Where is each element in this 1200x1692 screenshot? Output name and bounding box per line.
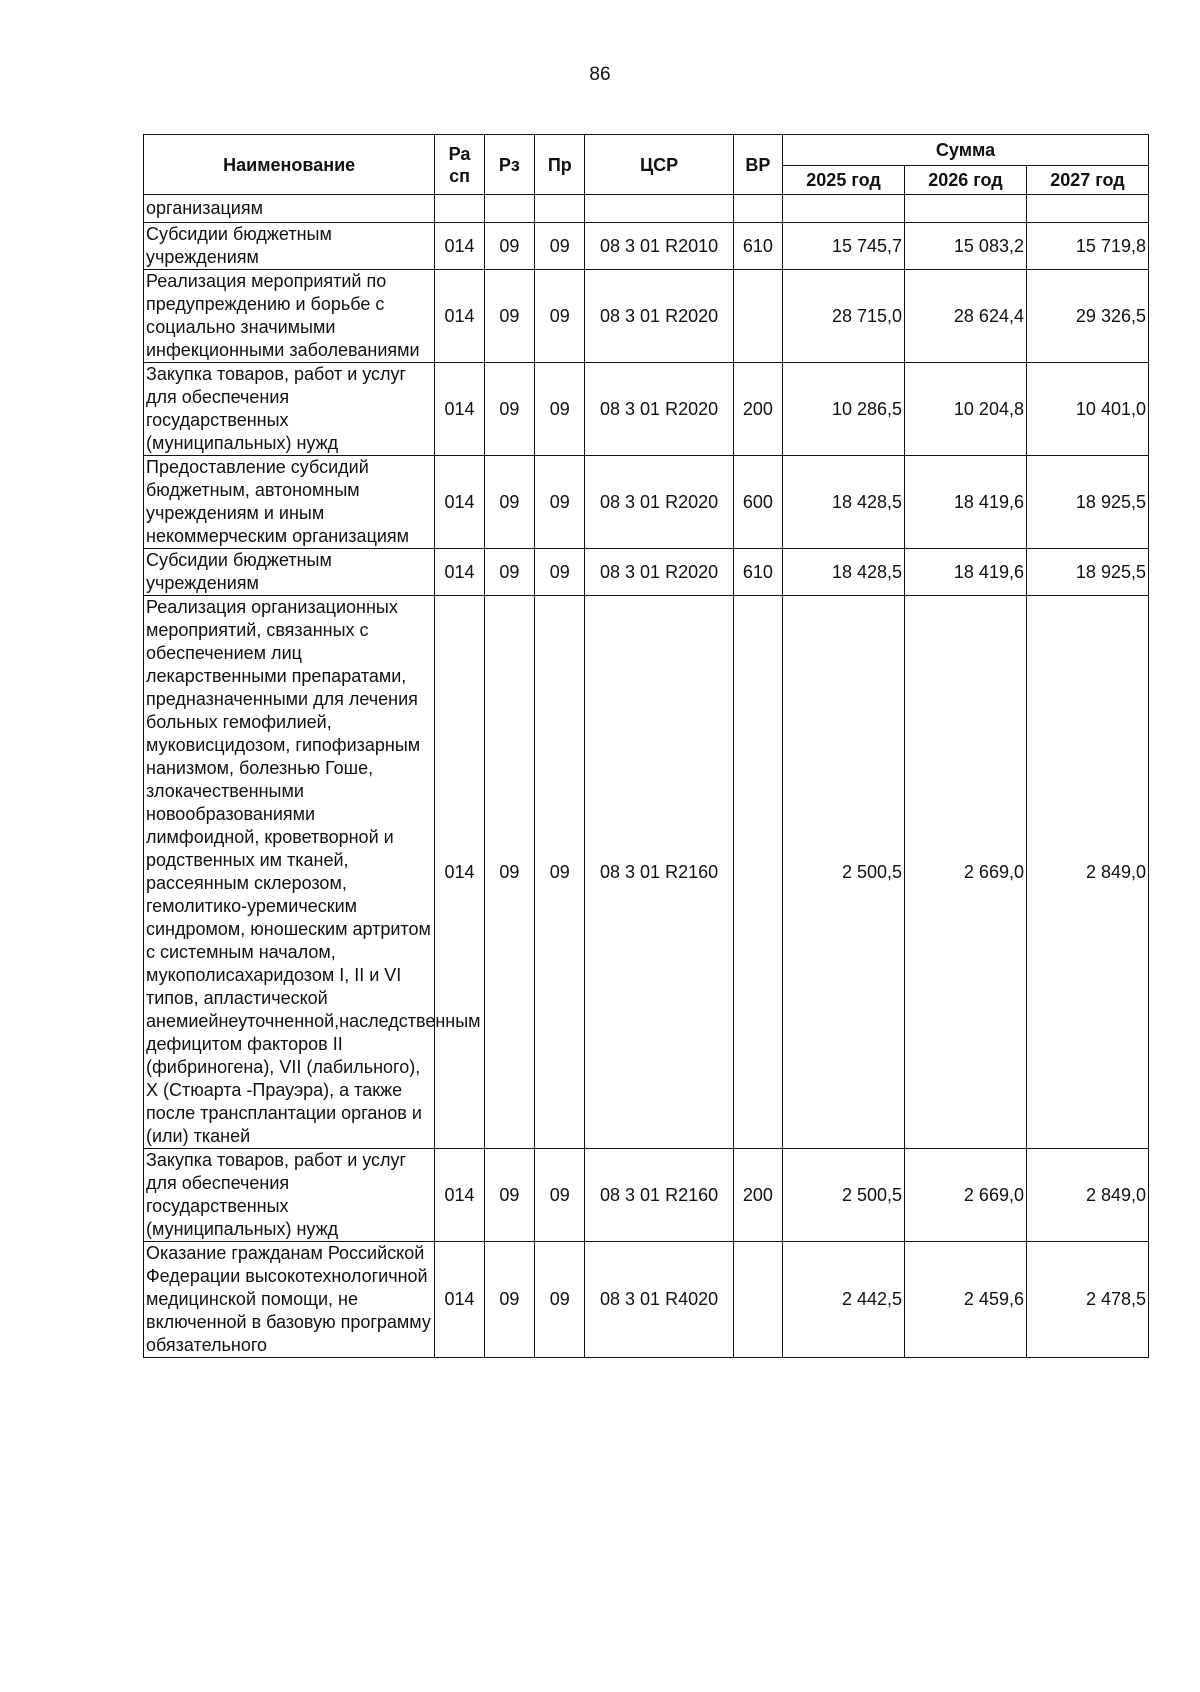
row-sum-2025: 28 715,0 <box>783 270 905 363</box>
row-name: Субсидии бюджетным учреждениям <box>144 223 435 270</box>
row-sum-2025: 2 500,5 <box>783 596 905 1149</box>
row-sum-2027: 18 925,5 <box>1026 549 1148 596</box>
row-name: организациям <box>144 195 435 223</box>
row-pr: 09 <box>535 1149 585 1242</box>
row-rz <box>484 195 534 223</box>
row-rz: 09 <box>484 1149 534 1242</box>
row-rasp: 014 <box>435 549 484 596</box>
row-sum-2025: 2 500,5 <box>783 1149 905 1242</box>
table-row <box>144 363 1149 456</box>
row-vr <box>733 596 782 1149</box>
header-pr: Пр <box>535 135 585 195</box>
row-pr: 09 <box>535 549 585 596</box>
row-rz: 09 <box>484 363 534 456</box>
row-rz: 09 <box>484 1242 534 1358</box>
table-row <box>144 270 1149 363</box>
table-row <box>144 596 1149 1149</box>
row-sum-2027: 15 719,8 <box>1026 223 1148 270</box>
row-sum-2026: 28 624,4 <box>905 270 1027 363</box>
row-rz: 09 <box>484 223 534 270</box>
row-vr: 200 <box>733 363 782 456</box>
budget-table <box>143 134 1149 1358</box>
row-sum-2026: 2 459,6 <box>905 1242 1027 1358</box>
row-sum-2026: 18 419,6 <box>905 456 1027 549</box>
header-2027: 2027 год <box>1026 166 1148 195</box>
header-2026: 2026 год <box>905 166 1027 195</box>
table-row <box>144 223 1149 270</box>
row-rasp <box>435 195 484 223</box>
row-sum-2026: 2 669,0 <box>905 1149 1027 1242</box>
row-sum-2026: 2 669,0 <box>905 596 1027 1149</box>
row-sum-2025: 18 428,5 <box>783 549 905 596</box>
row-sum-2025 <box>783 195 905 223</box>
header-rz: Рз <box>484 135 534 195</box>
row-rz: 09 <box>484 596 534 1149</box>
row-sum-2027: 2 478,5 <box>1026 1242 1148 1358</box>
row-pr <box>535 195 585 223</box>
row-rasp: 014 <box>435 1149 484 1242</box>
row-csr: 08 3 01 R2010 <box>585 223 733 270</box>
row-csr: 08 3 01 R2020 <box>585 270 733 363</box>
row-sum-2027: 10 401,0 <box>1026 363 1148 456</box>
row-rz: 09 <box>484 270 534 363</box>
row-rasp: 014 <box>435 270 484 363</box>
table-row <box>144 195 1149 223</box>
header-2025: 2025 год <box>783 166 905 195</box>
row-name: Оказание гражданам Российской Федерации высокотехнологичной медицинской помощи, не включенной в базовую программу обязательного <box>144 1242 435 1358</box>
row-name: Закупка товаров, работ и услуг для обеспечения государственных (муниципальных) нужд <box>144 363 435 456</box>
row-csr <box>585 195 733 223</box>
header-sum: Сумма <box>783 135 1149 166</box>
row-rasp: 014 <box>435 596 484 1149</box>
table-row <box>144 1242 1149 1358</box>
row-csr: 08 3 01 R2020 <box>585 456 733 549</box>
row-csr: 08 3 01 R2020 <box>585 363 733 456</box>
row-name: Закупка товаров, работ и услуг для обеспечения государственных (муниципальных) нужд <box>144 1149 435 1242</box>
row-rasp: 014 <box>435 456 484 549</box>
header-vr: ВР <box>733 135 782 195</box>
row-sum-2026 <box>905 195 1027 223</box>
row-rasp: 014 <box>435 363 484 456</box>
row-name: Субсидии бюджетным учреждениям <box>144 549 435 596</box>
row-csr: 08 3 01 R2160 <box>585 1149 733 1242</box>
header-rasp: Ра сп <box>435 135 484 195</box>
row-sum-2026: 15 083,2 <box>905 223 1027 270</box>
row-rasp: 014 <box>435 1242 484 1358</box>
row-sum-2027: 2 849,0 <box>1026 596 1148 1149</box>
row-name: Реализация организационных мероприятий, связанных с обеспечением лиц лекарственными препаратами, предназначенными для лечения больных гемофилией, муковисцидозом, гипофизарным нанизмом, болезнью Гоше, злокачественными новообразованиями лимфоидной, кроветворной и родственных им тканей, рассеянным склерозом, гемолитико-уремическим синдромом, юношеским артритом с системным началом, мукополисахаридозом I, II и VI типов, апластической анемиейнеуточненной,наследственным дефицитом факторов II (фибриногена), VII (лабильного), X (Стюарта -Прауэра), а также после трансплантации органов и (или) тканей <box>144 596 435 1149</box>
row-vr <box>733 270 782 363</box>
header-name: Наименование <box>144 135 435 195</box>
row-vr: 600 <box>733 456 782 549</box>
row-csr: 08 3 01 R2160 <box>585 596 733 1149</box>
row-name: Реализация мероприятий по предупреждению и борьбе с социально значимыми инфекционными заболеваниями <box>144 270 435 363</box>
row-sum-2027 <box>1026 195 1148 223</box>
row-sum-2026: 18 419,6 <box>905 549 1027 596</box>
row-sum-2025: 18 428,5 <box>783 456 905 549</box>
row-name: Предоставление субсидий бюджетным, автономным учреждениям и иным некоммерческим организациям <box>144 456 435 549</box>
row-sum-2025: 2 442,5 <box>783 1242 905 1358</box>
row-sum-2027: 29 326,5 <box>1026 270 1148 363</box>
row-vr <box>733 1242 782 1358</box>
row-vr: 610 <box>733 223 782 270</box>
table-row <box>144 1149 1149 1242</box>
row-csr: 08 3 01 R4020 <box>585 1242 733 1358</box>
row-pr: 09 <box>535 363 585 456</box>
row-sum-2027: 2 849,0 <box>1026 1149 1148 1242</box>
row-sum-2027: 18 925,5 <box>1026 456 1148 549</box>
row-rasp: 014 <box>435 223 484 270</box>
header-csr: ЦСР <box>585 135 733 195</box>
row-pr: 09 <box>535 270 585 363</box>
row-pr: 09 <box>535 596 585 1149</box>
table-row <box>144 549 1149 596</box>
page-number: 86 <box>589 64 611 85</box>
row-pr: 09 <box>535 456 585 549</box>
row-vr: 610 <box>733 549 782 596</box>
row-rz: 09 <box>484 549 534 596</box>
table-row <box>144 456 1149 549</box>
row-sum-2025: 15 745,7 <box>783 223 905 270</box>
row-vr <box>733 195 782 223</box>
row-vr: 200 <box>733 1149 782 1242</box>
row-rz: 09 <box>484 456 534 549</box>
row-sum-2025: 10 286,5 <box>783 363 905 456</box>
row-pr: 09 <box>535 1242 585 1358</box>
row-csr: 08 3 01 R2020 <box>585 549 733 596</box>
row-sum-2026: 10 204,8 <box>905 363 1027 456</box>
row-pr: 09 <box>535 223 585 270</box>
